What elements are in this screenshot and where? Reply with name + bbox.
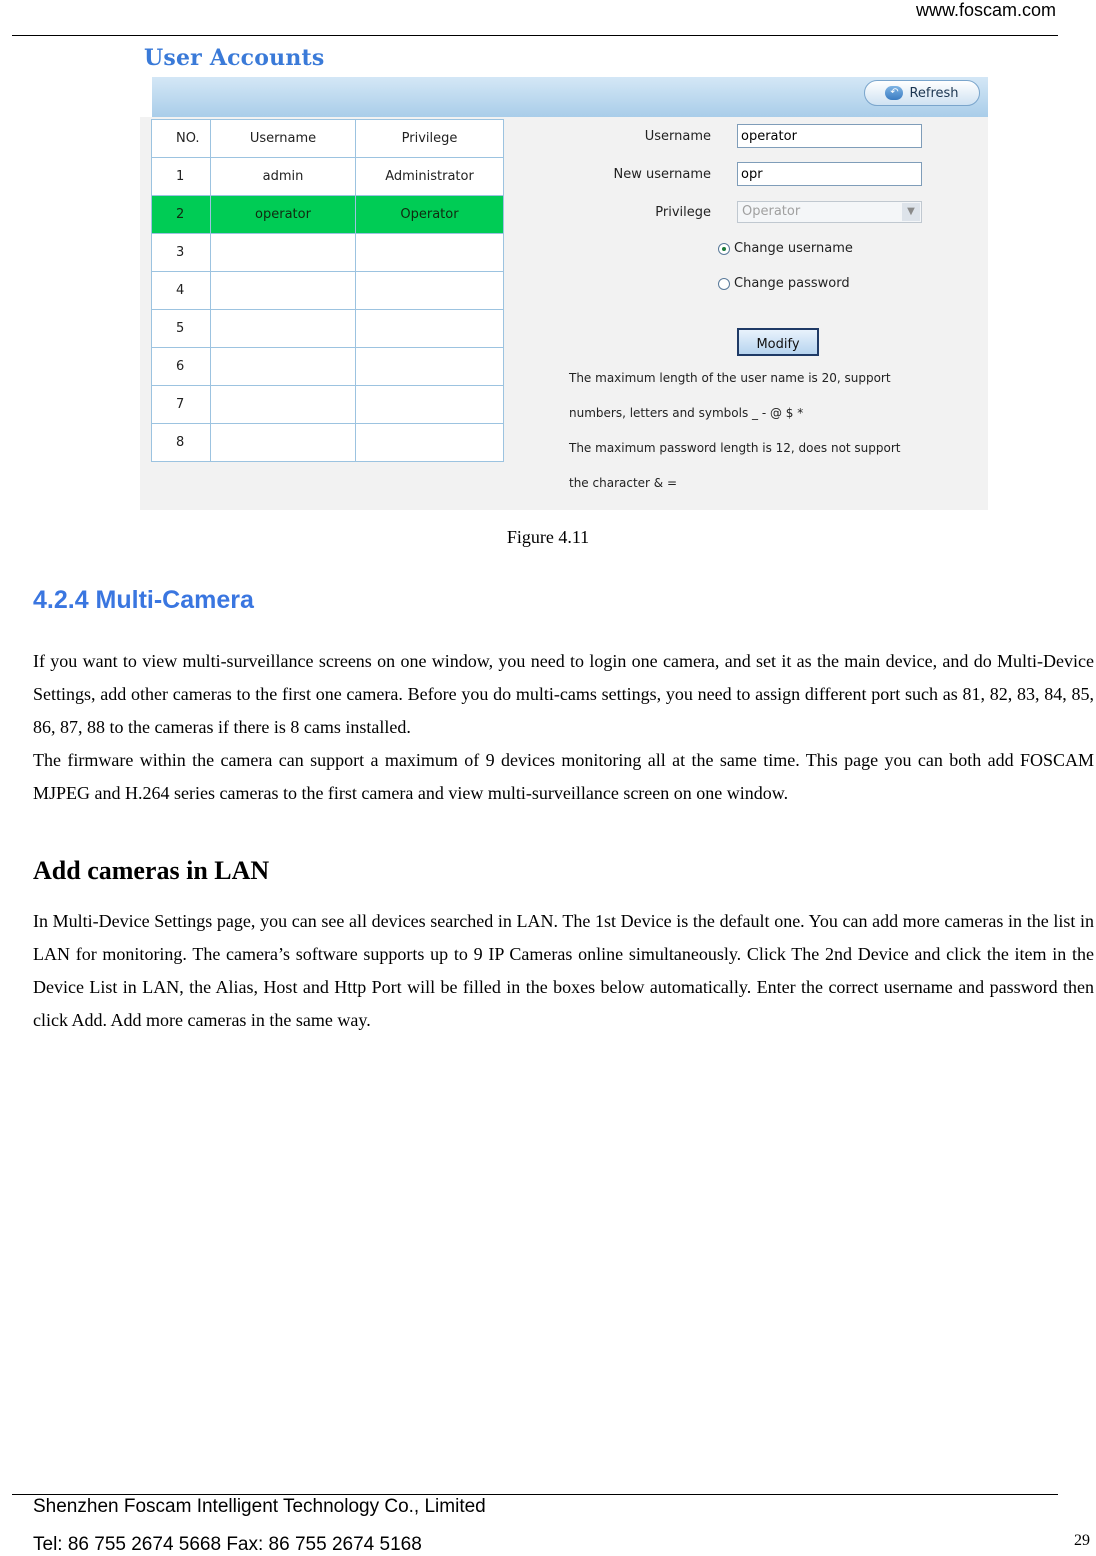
- change-password-label: Change password: [734, 276, 850, 291]
- header-privilege: Privilege: [356, 120, 504, 158]
- header-divider: [12, 35, 1058, 36]
- subsection-heading: Add cameras in LAN: [33, 856, 270, 885]
- site-url: www.foscam.com: [915, 0, 1056, 20]
- privilege-select[interactable]: [737, 201, 922, 223]
- page-number: 29: [1074, 1532, 1090, 1549]
- table-row[interactable]: [152, 424, 504, 462]
- change-username-label: Change username: [734, 241, 853, 256]
- figure-caption: Figure 4.11: [506, 527, 590, 547]
- header-username: Username: [211, 120, 356, 158]
- table-row[interactable]: [152, 310, 504, 348]
- paragraph-lan: In Multi-Device Settings page, you can see all devices searched in LAN. The 1st Device is the default one. You can add more cameras in the list in LAN for monitoring. The camera’s software supports up to 9 IP Cameras online simultaneously. Click The 2nd Device and click the item in the Device List in LAN, the Alias, Host and Http Port will be filled in the boxes below automatically. Enter the correct username and password then click Add. Add more cameras in the same way.: [33, 911, 1094, 1030]
- privilege-select-value: Operator: [742, 204, 801, 219]
- radio-selected-icon[interactable]: [718, 243, 730, 255]
- row-privilege: [356, 310, 504, 348]
- row-privilege: [356, 272, 504, 310]
- row-no: 7: [152, 386, 211, 424]
- footer-divider: [12, 1494, 1058, 1495]
- row-privilege: [356, 386, 504, 424]
- row-no: 2: [152, 196, 211, 234]
- toolbar: [152, 77, 988, 118]
- privilege-label: Privilege: [655, 205, 711, 220]
- new-username-input[interactable]: [737, 162, 922, 186]
- table-row[interactable]: [152, 348, 504, 386]
- row-username: [211, 310, 356, 348]
- screenshot-title: User Accounts: [144, 45, 325, 71]
- row-no: 5: [152, 310, 211, 348]
- row-username: [211, 272, 356, 310]
- footer-contact: Tel: 86 755 2674 5668 Fax: 86 755 2674 5168: [33, 1534, 422, 1555]
- radio-unselected-icon[interactable]: [718, 278, 730, 290]
- note-line-4: the character & =: [569, 476, 678, 490]
- row-no: 4: [152, 272, 211, 310]
- row-username: [211, 424, 356, 462]
- refresh-icon: ↶: [885, 86, 903, 100]
- chevron-down-icon: ▼: [902, 203, 920, 221]
- note-line-1: The maximum length of the user name is 20, support: [569, 371, 891, 385]
- table-header-row: [152, 120, 504, 158]
- change-username-option[interactable]: [718, 241, 853, 256]
- row-privilege: Administrator: [356, 158, 504, 196]
- modify-button[interactable]: Modify: [737, 328, 819, 356]
- row-username: [211, 386, 356, 424]
- change-password-option[interactable]: [718, 276, 850, 291]
- row-privilege: [356, 234, 504, 272]
- row-username: admin: [211, 158, 356, 196]
- row-no: 6: [152, 348, 211, 386]
- section-heading: 4.2.4 Multi-Camera: [33, 586, 254, 614]
- username-label: Username: [644, 129, 711, 144]
- row-username: operator: [211, 196, 356, 234]
- table-row-selected[interactable]: [152, 196, 504, 234]
- row-privilege: [356, 348, 504, 386]
- row-username: [211, 348, 356, 386]
- paragraph-intro: If you want to view multi-surveillance screens on one window, you need to login one camera, and set it as the main device, and do Multi-Device Settings, add other cameras to the first one camera. Before you do multi-cams settings, you need to assign different port such as 81, 82, 83, 84, 85, 86, 87, 88 to the cameras if there is 8 cams installed.: [33, 651, 1094, 737]
- row-privilege: [356, 424, 504, 462]
- row-username: [211, 234, 356, 272]
- header-no: NO.: [152, 120, 211, 158]
- table-row[interactable]: [152, 234, 504, 272]
- footer-company: Shenzhen Foscam Intelligent Technology Co., Limited: [33, 1496, 486, 1517]
- row-no: 3: [152, 234, 211, 272]
- refresh-label: Refresh: [909, 85, 959, 101]
- row-no: 8: [152, 424, 211, 462]
- row-privilege: Operator: [356, 196, 504, 234]
- table-row[interactable]: [152, 158, 504, 196]
- note-line-2: numbers, letters and symbols _ - @ $ *: [569, 406, 804, 420]
- username-input[interactable]: [737, 124, 922, 148]
- note-line-3: The maximum password length is 12, does not support: [569, 441, 901, 455]
- accounts-panel: [140, 117, 988, 510]
- paragraph-firmware: The firmware within the camera can support a maximum of 9 devices monitoring all at the same time. This page you can both add FOSCAM MJPEG and H.264 series cameras to the first camera and view multi-surveillance screen on one window.: [33, 750, 1094, 803]
- new-username-label: New username: [613, 167, 711, 182]
- user-table: [151, 119, 504, 462]
- table-row[interactable]: [152, 272, 504, 310]
- table-row[interactable]: [152, 386, 504, 424]
- row-no: 1: [152, 158, 211, 196]
- user-accounts-screenshot: [140, 43, 988, 510]
- refresh-button[interactable]: [864, 80, 980, 106]
